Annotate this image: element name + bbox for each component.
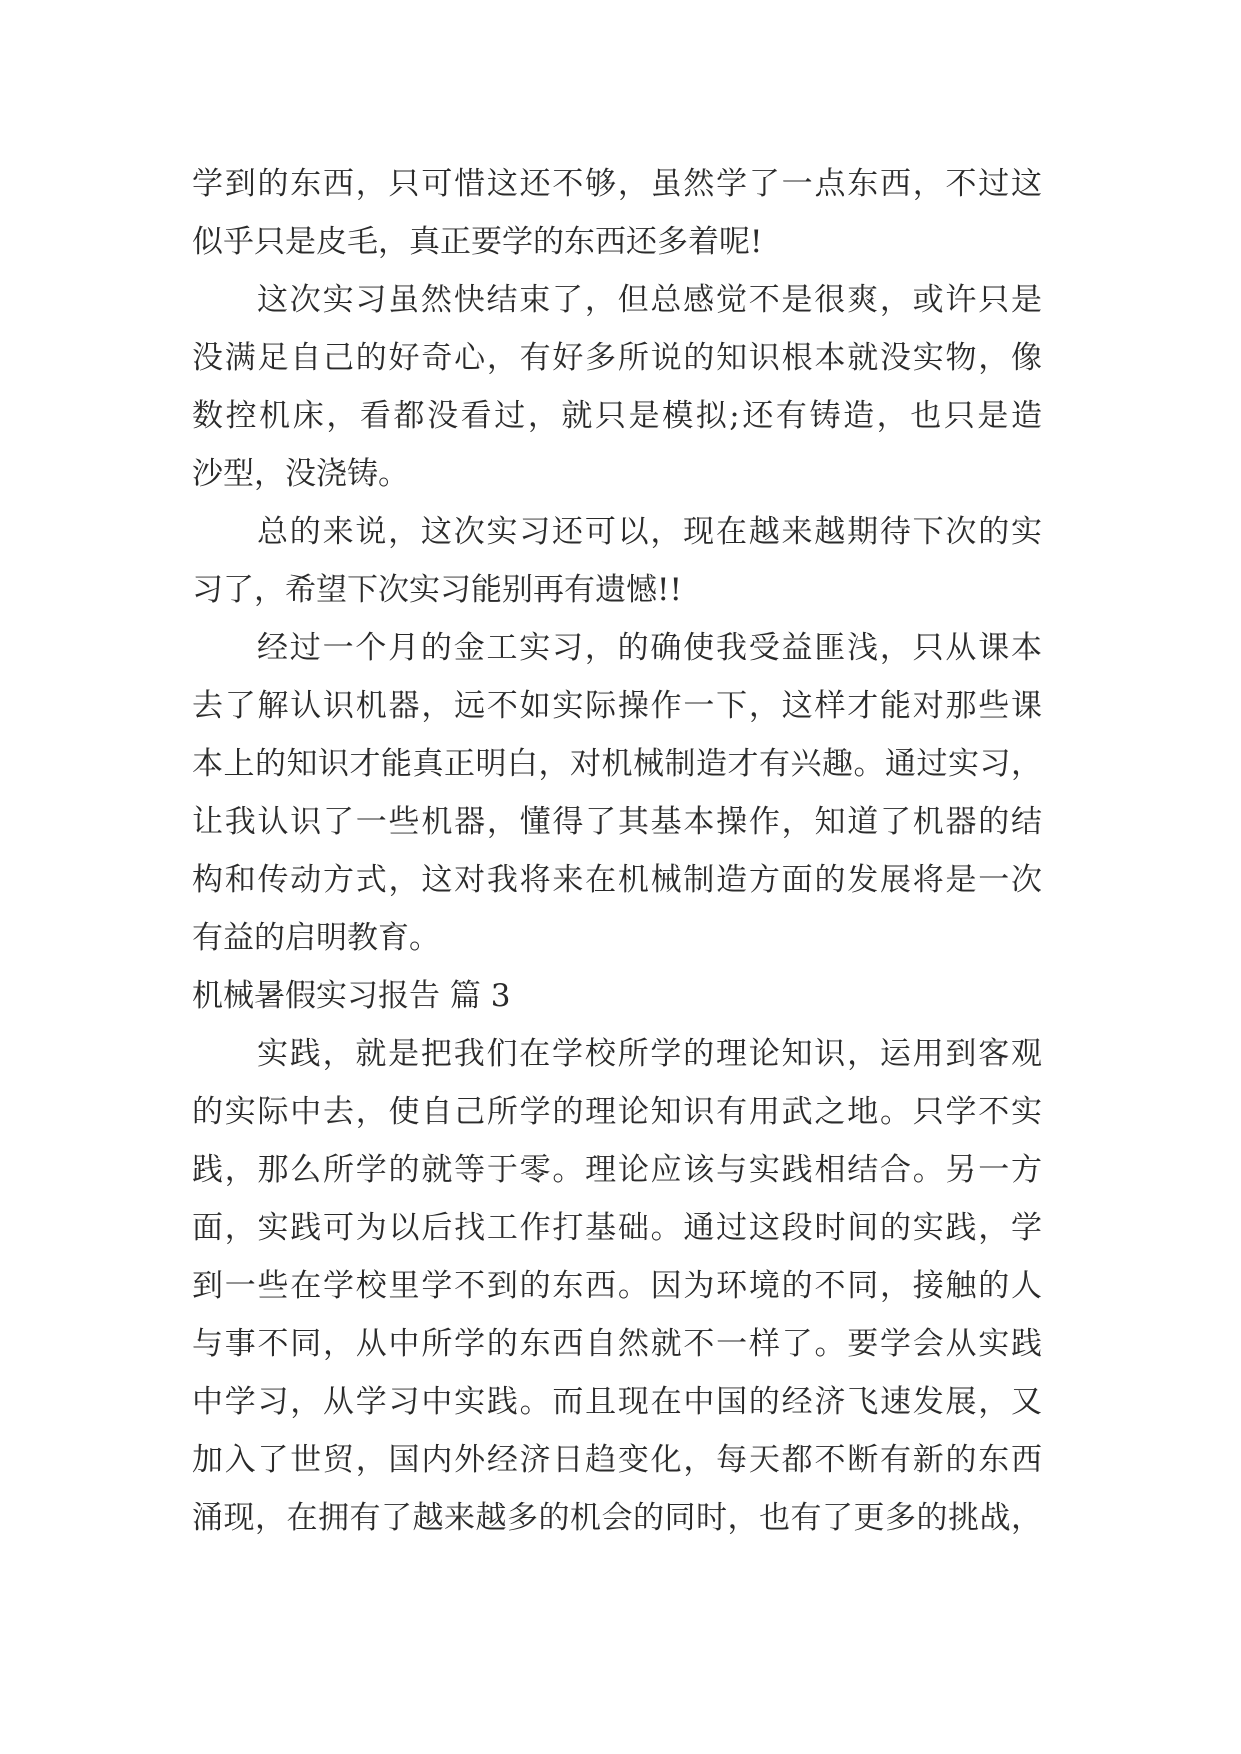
paragraph-line: 加入了世贸，国内外经济日趋变化，每天都不断有新的东西 xyxy=(192,1442,1042,1478)
section-heading: 机械暑假实习报告 篇 3 xyxy=(192,978,511,1014)
paragraph-line: 的实际中去，使自己所学的理论知识有用武之地。只学不实 xyxy=(192,1094,1042,1130)
paragraph-line: 似乎只是皮毛，真正要学的东西还多着呢! xyxy=(192,224,763,260)
paragraph-line: 这次实习虽然快结束了，但总感觉不是很爽，或许只是 xyxy=(257,282,1042,318)
paragraph-line: 总的来说，这次实习还可以，现在越来越期待下次的实 xyxy=(257,514,1042,550)
paragraph-line: 学到的东西，只可惜这还不够，虽然学了一点东西，不过这 xyxy=(192,166,1042,202)
paragraph-line: 面，实践可为以后找工作打基础。通过这段时间的实践，学 xyxy=(192,1210,1042,1246)
paragraph-line: 习了，希望下次实习能别再有遗憾!! xyxy=(192,572,682,608)
paragraph-line: 构和传动方式，这对我将来在机械制造方面的发展将是一次 xyxy=(192,862,1042,898)
paragraph-line: 本上的知识才能真正明白，对机械制造才有兴趣。通过实习， xyxy=(192,746,1042,782)
paragraph-line: 涌现，在拥有了越来越多的机会的同时，也有了更多的挑战， xyxy=(192,1500,1042,1536)
paragraph-line: 去了解认识机器，远不如实际操作一下，这样才能对那些课 xyxy=(192,688,1042,724)
paragraph-line: 中学习，从学习中实践。而且现在中国的经济飞速发展，又 xyxy=(192,1384,1042,1420)
paragraph-line: 经过一个月的金工实习，的确使我受益匪浅，只从课本 xyxy=(257,630,1042,666)
paragraph-line: 没满足自己的好奇心，有好多所说的知识根本就没实物，像 xyxy=(192,340,1042,376)
paragraph-line: 让我认识了一些机器，懂得了其基本操作，知道了机器的结 xyxy=(192,804,1042,840)
paragraph-line: 沙型，没浇铸。 xyxy=(192,456,409,492)
paragraph-line: 到一些在学校里学不到的东西。因为环境的不同，接触的人 xyxy=(192,1268,1042,1304)
paragraph-line: 践，那么所学的就等于零。理论应该与实践相结合。另一方 xyxy=(192,1152,1042,1188)
paragraph-line: 与事不同，从中所学的东西自然就不一样了。要学会从实践 xyxy=(192,1326,1042,1362)
paragraph-line: 有益的启明教育。 xyxy=(192,920,440,956)
paragraph-line: 数控机床，看都没看过，就只是模拟;还有铸造，也只是造 xyxy=(192,398,1042,434)
paragraph-line: 实践，就是把我们在学校所学的理论知识，运用到客观 xyxy=(257,1036,1042,1072)
